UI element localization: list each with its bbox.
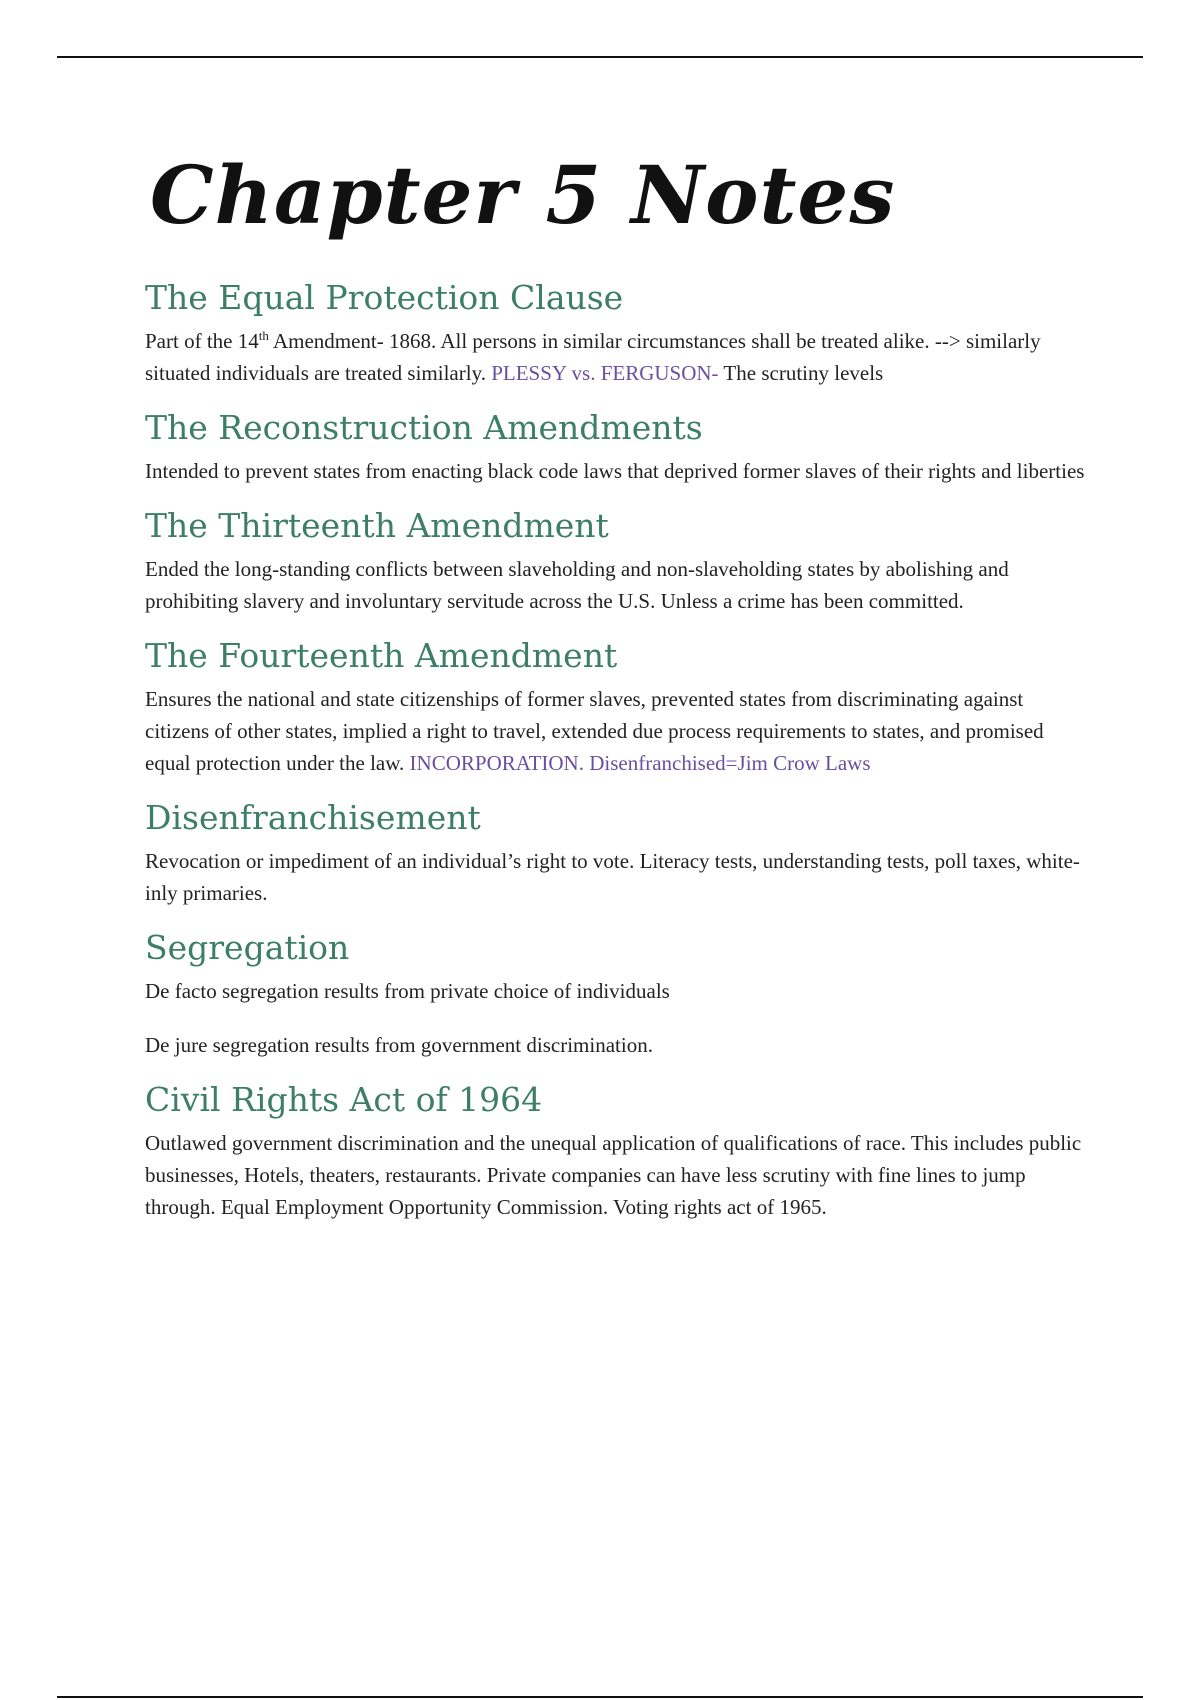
paragraph-text: Ended the long-standing conflicts between slaveholding and non-slaveholding states by abolishing and prohibiting slavery and involuntary servitude across the U.S. Unless a crime has been committed. [145,557,1009,613]
paragraph-text: Outlawed government discrimination and the unequal application of qualifications of race. This includes public businesses, Hotels, theaters, restaurants. Private companies can have less scrutiny with fine lines to jump through. Equal Employment Opportunity Commission. Voting rights act of 1965. [145,1131,1082,1219]
section-heading: Segregation [145,928,350,967]
section-heading: The Thirteenth Amendment [145,506,609,545]
paragraph-text: Ensures the national and state citizenships of former slaves, prevented states from discriminating against citizens of other states, implied a right to travel, extended due process requirements to states, and promised equal protection under the law. [145,687,1044,775]
page-title: Chapter 5 Notes [150,148,896,242]
section-heading: Disenfranchisement [145,798,481,837]
paragraph-text: The scrutiny levels [718,361,884,385]
paragraph-text: Intended to prevent states from enacting black code laws that deprived former slaves of their rights and liberties [145,459,1085,483]
paragraph-text: De jure segregation results from government discrimination. [145,1033,653,1057]
case-reference-text: PLESSY vs. FERGUSON- [491,361,719,385]
section-civil-rights-act-1964 [145,1080,1085,1223]
section-paragraph [145,553,1085,617]
section-paragraph [145,975,1085,1061]
section-equal-protection-clause [145,278,1085,389]
section-paragraph [145,325,1085,389]
document-content [145,135,1085,1242]
paragraph-text: De facto segregation results from private choice of individuals [145,979,670,1003]
bottom-rule [57,1696,1143,1698]
section-segregation [145,928,1085,1061]
section-thirteenth-amendment [145,506,1085,617]
section-heading: Civil Rights Act of 1964 [145,1080,543,1119]
paragraph-text: Amendment- 1868. All persons in similar circumstances shall be treated alike. --> similarly situated individuals are treated similarly. [145,329,1041,385]
incorporation-note-text: INCORPORATION. Disenfranchised=Jim Crow Laws [409,751,871,775]
superscript-text: th [258,328,269,343]
paragraph-text: Part of the 14 [145,329,259,353]
top-rule [57,56,1143,58]
section-heading: The Fourteenth Amendment [145,636,618,675]
section-paragraph [145,845,1085,909]
section-disenfranchisement [145,798,1085,909]
section-heading: The Reconstruction Amendments [145,408,703,447]
section-paragraph [145,683,1085,779]
section-paragraph [145,1127,1085,1223]
paragraph-text: Revocation or impediment of an individual’s right to vote. Literacy tests, understanding tests, poll taxes, white-inly primaries. [145,849,1080,905]
section-fourteenth-amendment [145,636,1085,779]
section-reconstruction-amendments [145,408,1085,487]
section-paragraph [145,455,1085,487]
section-heading: The Equal Protection Clause [145,278,624,317]
